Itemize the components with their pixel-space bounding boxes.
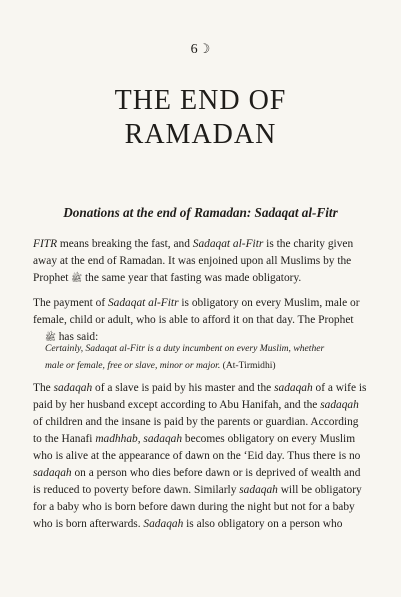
paragraph-who-pays <box>33 380 373 533</box>
text-line: female, child or adult, who is able to afford it on that day. The Prophet <box>33 314 354 326</box>
quote-line: Certainly, Sadaqat al-Fitr is a duty incumbent on every Muslim, whether <box>45 343 325 354</box>
italic-term: sadaqah <box>274 382 313 394</box>
quote-text: male or female, free or slave, minor or major. <box>45 360 221 371</box>
quote-line <box>45 357 375 374</box>
chapter-number-ornament <box>0 40 401 59</box>
text-run: of a slave is paid by his master and the <box>92 382 275 394</box>
text-run: who is born afterwards. <box>33 518 144 530</box>
text-run: paid by her husband except according to Abu Hanifah, and the <box>33 399 321 411</box>
text-run: The <box>33 382 54 394</box>
italic-term: Sadaqat al-Fitr <box>192 238 264 250</box>
pbuh-icon: ﷺ <box>45 332 56 342</box>
text-line <box>33 236 373 253</box>
text-run: the same year that fasting was made obligatory. <box>82 272 302 284</box>
italic-term: FITR <box>33 238 58 250</box>
text-run: becomes obligatory on every Muslim <box>182 433 356 445</box>
text-run: has said: <box>55 331 99 343</box>
italic-term: sadaqah <box>239 484 278 496</box>
text-line <box>33 465 373 482</box>
chapter-number: 6 <box>190 42 198 57</box>
italic-term: Sadaqat al-Fitr <box>107 297 179 309</box>
text-line <box>33 482 373 499</box>
text-run: will be obligatory <box>277 484 362 496</box>
text-run: Prophet <box>33 272 72 284</box>
text-run: means breaking the fast, and <box>57 238 193 250</box>
quote-citation: (At-Tirmidhi) <box>220 360 276 371</box>
text-line <box>33 516 373 533</box>
hadith-quote <box>45 340 375 374</box>
italic-term: sadaqah <box>33 467 72 479</box>
text-run: is the charity given <box>263 238 354 250</box>
text-run: is obligatory on every Muslim, male or <box>178 297 360 309</box>
text-line: away at the end of Ramadan. It was enjoined upon all Muslims by the <box>33 255 352 267</box>
italic-term: madhhab <box>95 433 138 445</box>
text-run: The payment of <box>33 297 108 309</box>
italic-term: Sadaqah <box>143 518 184 530</box>
text-line <box>33 431 373 448</box>
crescent-icon: ☽ <box>198 41 211 56</box>
italic-term: sadaqah <box>320 399 359 411</box>
text-line: for a baby who is born before dawn during the night but not for a baby <box>33 501 355 513</box>
text-run: to the Hanafi <box>33 433 96 445</box>
text-line <box>33 295 373 312</box>
chapter-title-line-1: THE END OF <box>114 85 287 116</box>
text-line <box>33 270 373 287</box>
text-run: on a person who dies before dawn or is deprived of wealth and <box>71 467 361 479</box>
italic-term: sadaqah <box>53 382 93 394</box>
chapter-title <box>0 84 401 152</box>
text-line: who is alive at the appearance of dawn on the ‘Eid day. Thus there is no <box>33 450 361 462</box>
paragraph-obligation <box>33 295 373 346</box>
section-heading: Donations at the end of Ramadan: Sadaqat al-Fitr <box>63 205 338 220</box>
paragraph-fitr-definition <box>33 236 373 287</box>
text-run: , <box>137 433 144 445</box>
text-run: of a wife is <box>312 382 367 394</box>
text-run: is also obligatory on a person who <box>183 518 343 530</box>
text-line <box>33 380 373 397</box>
italic-term: sadaqah <box>143 433 183 445</box>
chapter-title-line-2: RAMADAN <box>124 119 277 150</box>
text-run: is reduced to poverty before dawn. Similarly <box>33 484 240 496</box>
pbuh-icon: ﷺ <box>71 273 83 283</box>
text-line <box>33 397 373 414</box>
text-line: of children and the insane is paid by the parents or guardian. According <box>33 416 359 428</box>
